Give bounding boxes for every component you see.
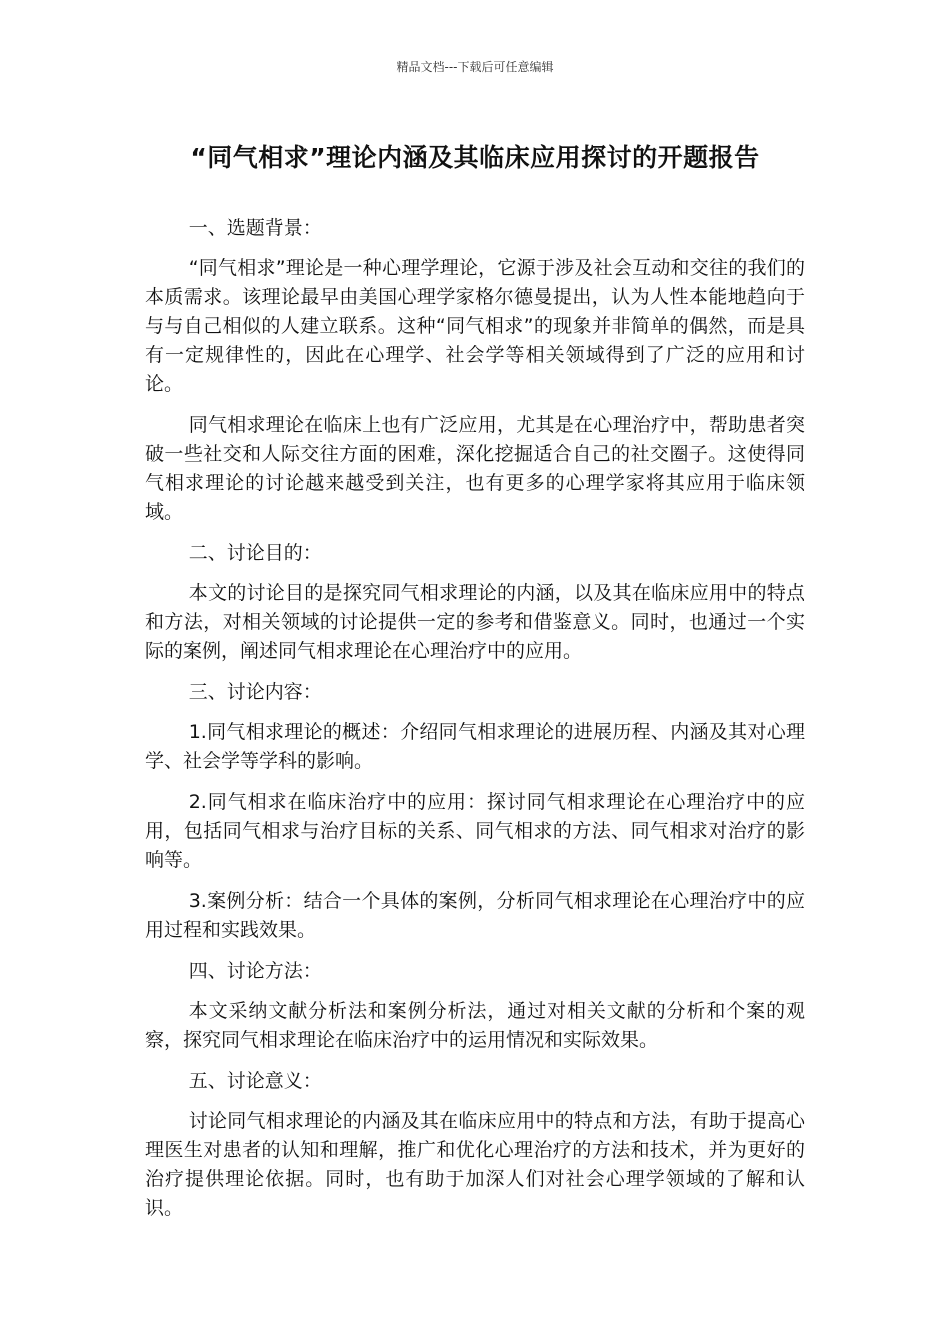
paragraph-method: 本文采纳文献分析法和案例分析法，通过对相关文献的分析和个案的观察，探究同气相求理论在临床治疗中的运用情况和实际效果。 (145, 1000, 805, 1051)
paragraph-background-1: “同气相求”理论是一种心理学理论，它源于涉及社会互动和交往的我们的本质需求。该理论最早由美国心理学家格尔德曼提出，认为人性本能地趋向于与与自己相似的人建立联系。这种“同气相求”的现象并非简单的偶然，而是具有一定规律性的，因此在心理学、社会学等相关领域得到了广泛的应用和讨论。 (145, 257, 805, 395)
paragraph-purpose: 本文的讨论目的是探究同气相求理论的内涵，以及其在临床应用中的特点和方法，对相关领域的讨论提供一定的参考和借鉴意义。同时，也通过一个实际的案例，阐述同气相求理论在心理治疗中的应用。 (145, 582, 805, 662)
list-item-content-1: 1.同气相求理论的概述：介绍同气相求理论的进展历程、内涵及其对心理学、社会学等学科的影响。 (145, 721, 805, 772)
section-heading-method: 四、讨论方法： (188, 960, 322, 982)
list-item-content-3: 3.案例分析：结合一个具体的案例，分析同气相求理论在心理治疗中的应用过程和实践效果。 (145, 890, 805, 941)
document-title: “同气相求”理论内涵及其临床应用探讨的开题报告 (190, 143, 760, 172)
section-heading-purpose: 二、讨论目的： (188, 542, 322, 564)
section-heading-content: 三、讨论内容： (188, 681, 322, 703)
document-body (145, 214, 805, 1235)
list-item-content-2: 2.同气相求在临床治疗中的应用：探讨同气相求理论在心理治疗中的应用，包括同气相求与治疗目标的关系、同气相求的方法、同气相求对治疗的影响等。 (145, 791, 805, 871)
paragraph-significance: 讨论同气相求理论的内涵及其在临床应用中的特点和方法，有助于提高心理医生对患者的认知和理解，推广和优化心理治疗的方法和技术，并为更好的治疗提供理论依据。同时，也有助于加深人们对社会心理学领域的了解和认识。 (145, 1110, 805, 1219)
paragraph-background-2: 同气相求理论在临床上也有广泛应用，尤其是在心理治疗中，帮助患者突破一些社交和人际交往方面的困难，深化挖掘适合自己的社交圈子。这使得同气相求理论的讨论越来越受到关注，也有更多的心理学家将其应用于临床领域。 (145, 414, 805, 523)
section-heading-significance: 五、讨论意义： (188, 1070, 322, 1092)
header-note: 精品文档---下载后可任意编辑 (396, 60, 554, 74)
section-heading-background: 一、选题背景： (188, 217, 322, 239)
